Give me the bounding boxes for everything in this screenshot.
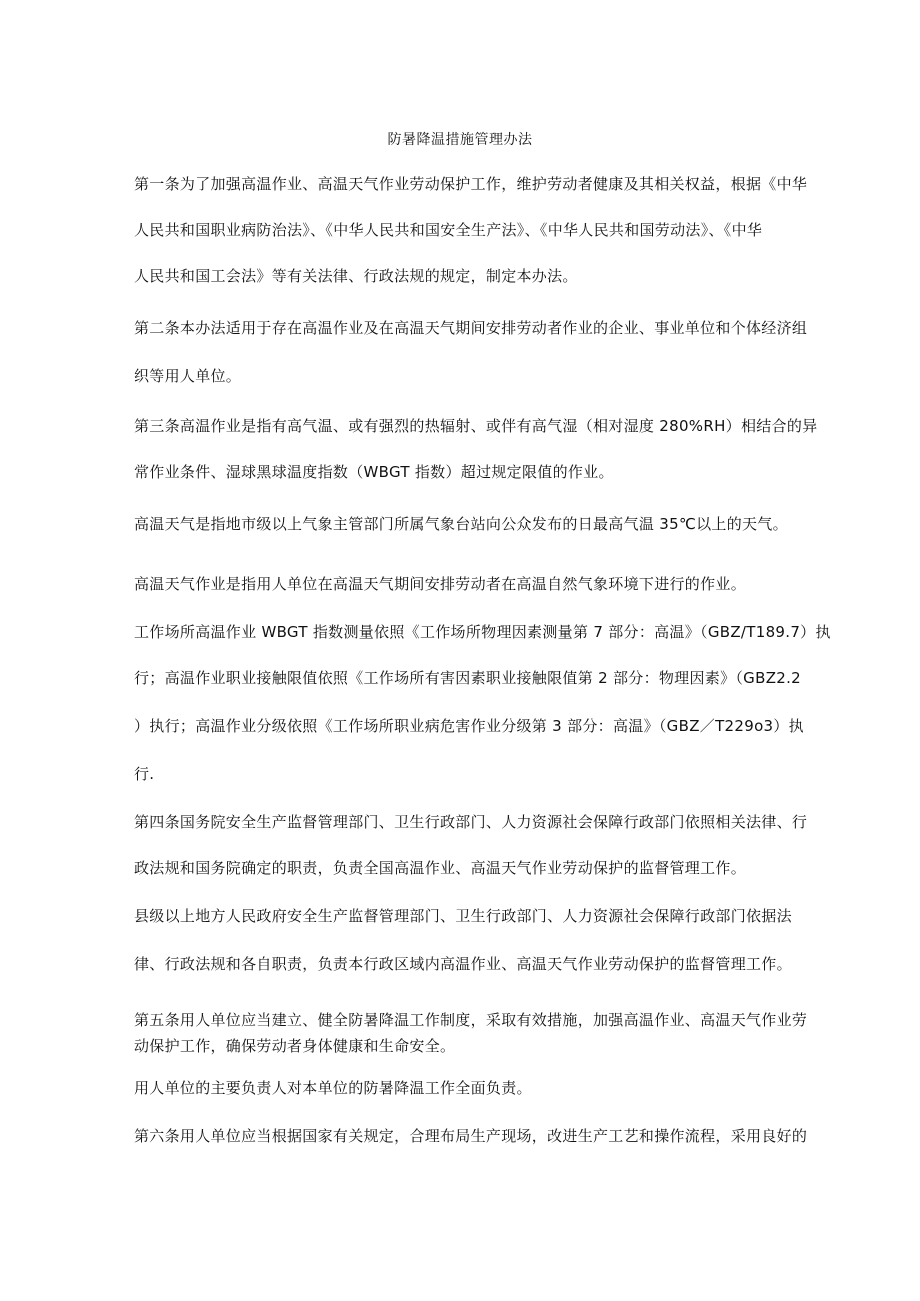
text-line: 高温天气作业是指用人单位在高温天气期间安排劳动者在高温自然气象环境下进行的作业。 — [134, 575, 747, 593]
text-line: 第三条高温作业是指有高气温、或有强烈的热辐射、或伴有高气湿（相对湿度 280%RH）相结合的异 — [134, 417, 818, 435]
text-line: 动保护工作，确保劳动者身体健康和生命安全。 — [134, 1037, 456, 1055]
text-line: 律、行政法规和各自职责，负责本行政区域内高温作业、高温天气作业劳动保护的监督管理工作。 — [134, 955, 792, 973]
text-line: 工作场所高温作业 WBGT 指数测量依照《工作场所物理因素测量第 7 部分：高温》（GBZ/T189.7）执 — [134, 623, 831, 641]
text-line: 织等用人单位。 — [134, 367, 242, 385]
text-line: 第五条用人单位应当建立、健全防暑降温工作制度，采取有效措施，加强高温作业、高温天气作业劳 — [134, 1011, 808, 1029]
text-line: 行；高温作业职业接触限值依照《工作场所有害因素职业接触限值第 2 部分：物理因素》（GBZ2.2 — [134, 669, 802, 687]
text-line: 人民共和国职业病防治法》、《中华人民共和国安全生产法》、《中华人民共和国劳动法》、《中华 — [134, 221, 763, 239]
text-line: 县级以上地方人民政府安全生产监督管理部门、卫生行政部门、人力资源社会保障行政部门依据法 — [134, 907, 792, 925]
text-line: 行. — [134, 765, 155, 783]
text-line: 第四条国务院安全生产监督管理部门、卫生行政部门、人力资源社会保障行政部门依照相关法律、行 — [134, 813, 808, 831]
text-line: 高温天气是指地市级以上气象主管部门所属气象台站向公众发布的日最高气温 35℃以上的天气。 — [134, 515, 788, 533]
document-title: 防暑降温措施管理办法 — [387, 132, 533, 148]
text-line: 第一条为了加强高温作业、高温天气作业劳动保护工作，维护劳动者健康及其相关权益，根据《中华 — [134, 175, 808, 193]
text-line: ）执行；高温作业分级依照《工作场所职业病危害作业分级第 3 部分：高温》（GBZ／T229o3）执 — [134, 717, 804, 735]
text-line: 第六条用人单位应当根据国家有关规定，合理布局生产现场，改进生产工艺和操作流程，采用良好的 — [134, 1127, 808, 1145]
text-line: 第二条本办法适用于存在高温作业及在高温天气期间安排劳动者作业的企业、事业单位和个体经济组 — [134, 319, 808, 337]
text-line: 用人单位的主要负责人对本单位的防暑降温工作全面负责。 — [134, 1079, 532, 1097]
text-line: 人民共和国工会法》等有关法律、行政法规的规定，制定本办法。 — [134, 267, 578, 285]
text-line: 政法规和国务院确定的职责，负责全国高温作业、高温天气作业劳动保护的监督管理工作。 — [134, 859, 747, 877]
text-line: 常作业条件、湿球黑球温度指数（WBGT 指数）超过规定限值的作业。 — [134, 463, 614, 481]
